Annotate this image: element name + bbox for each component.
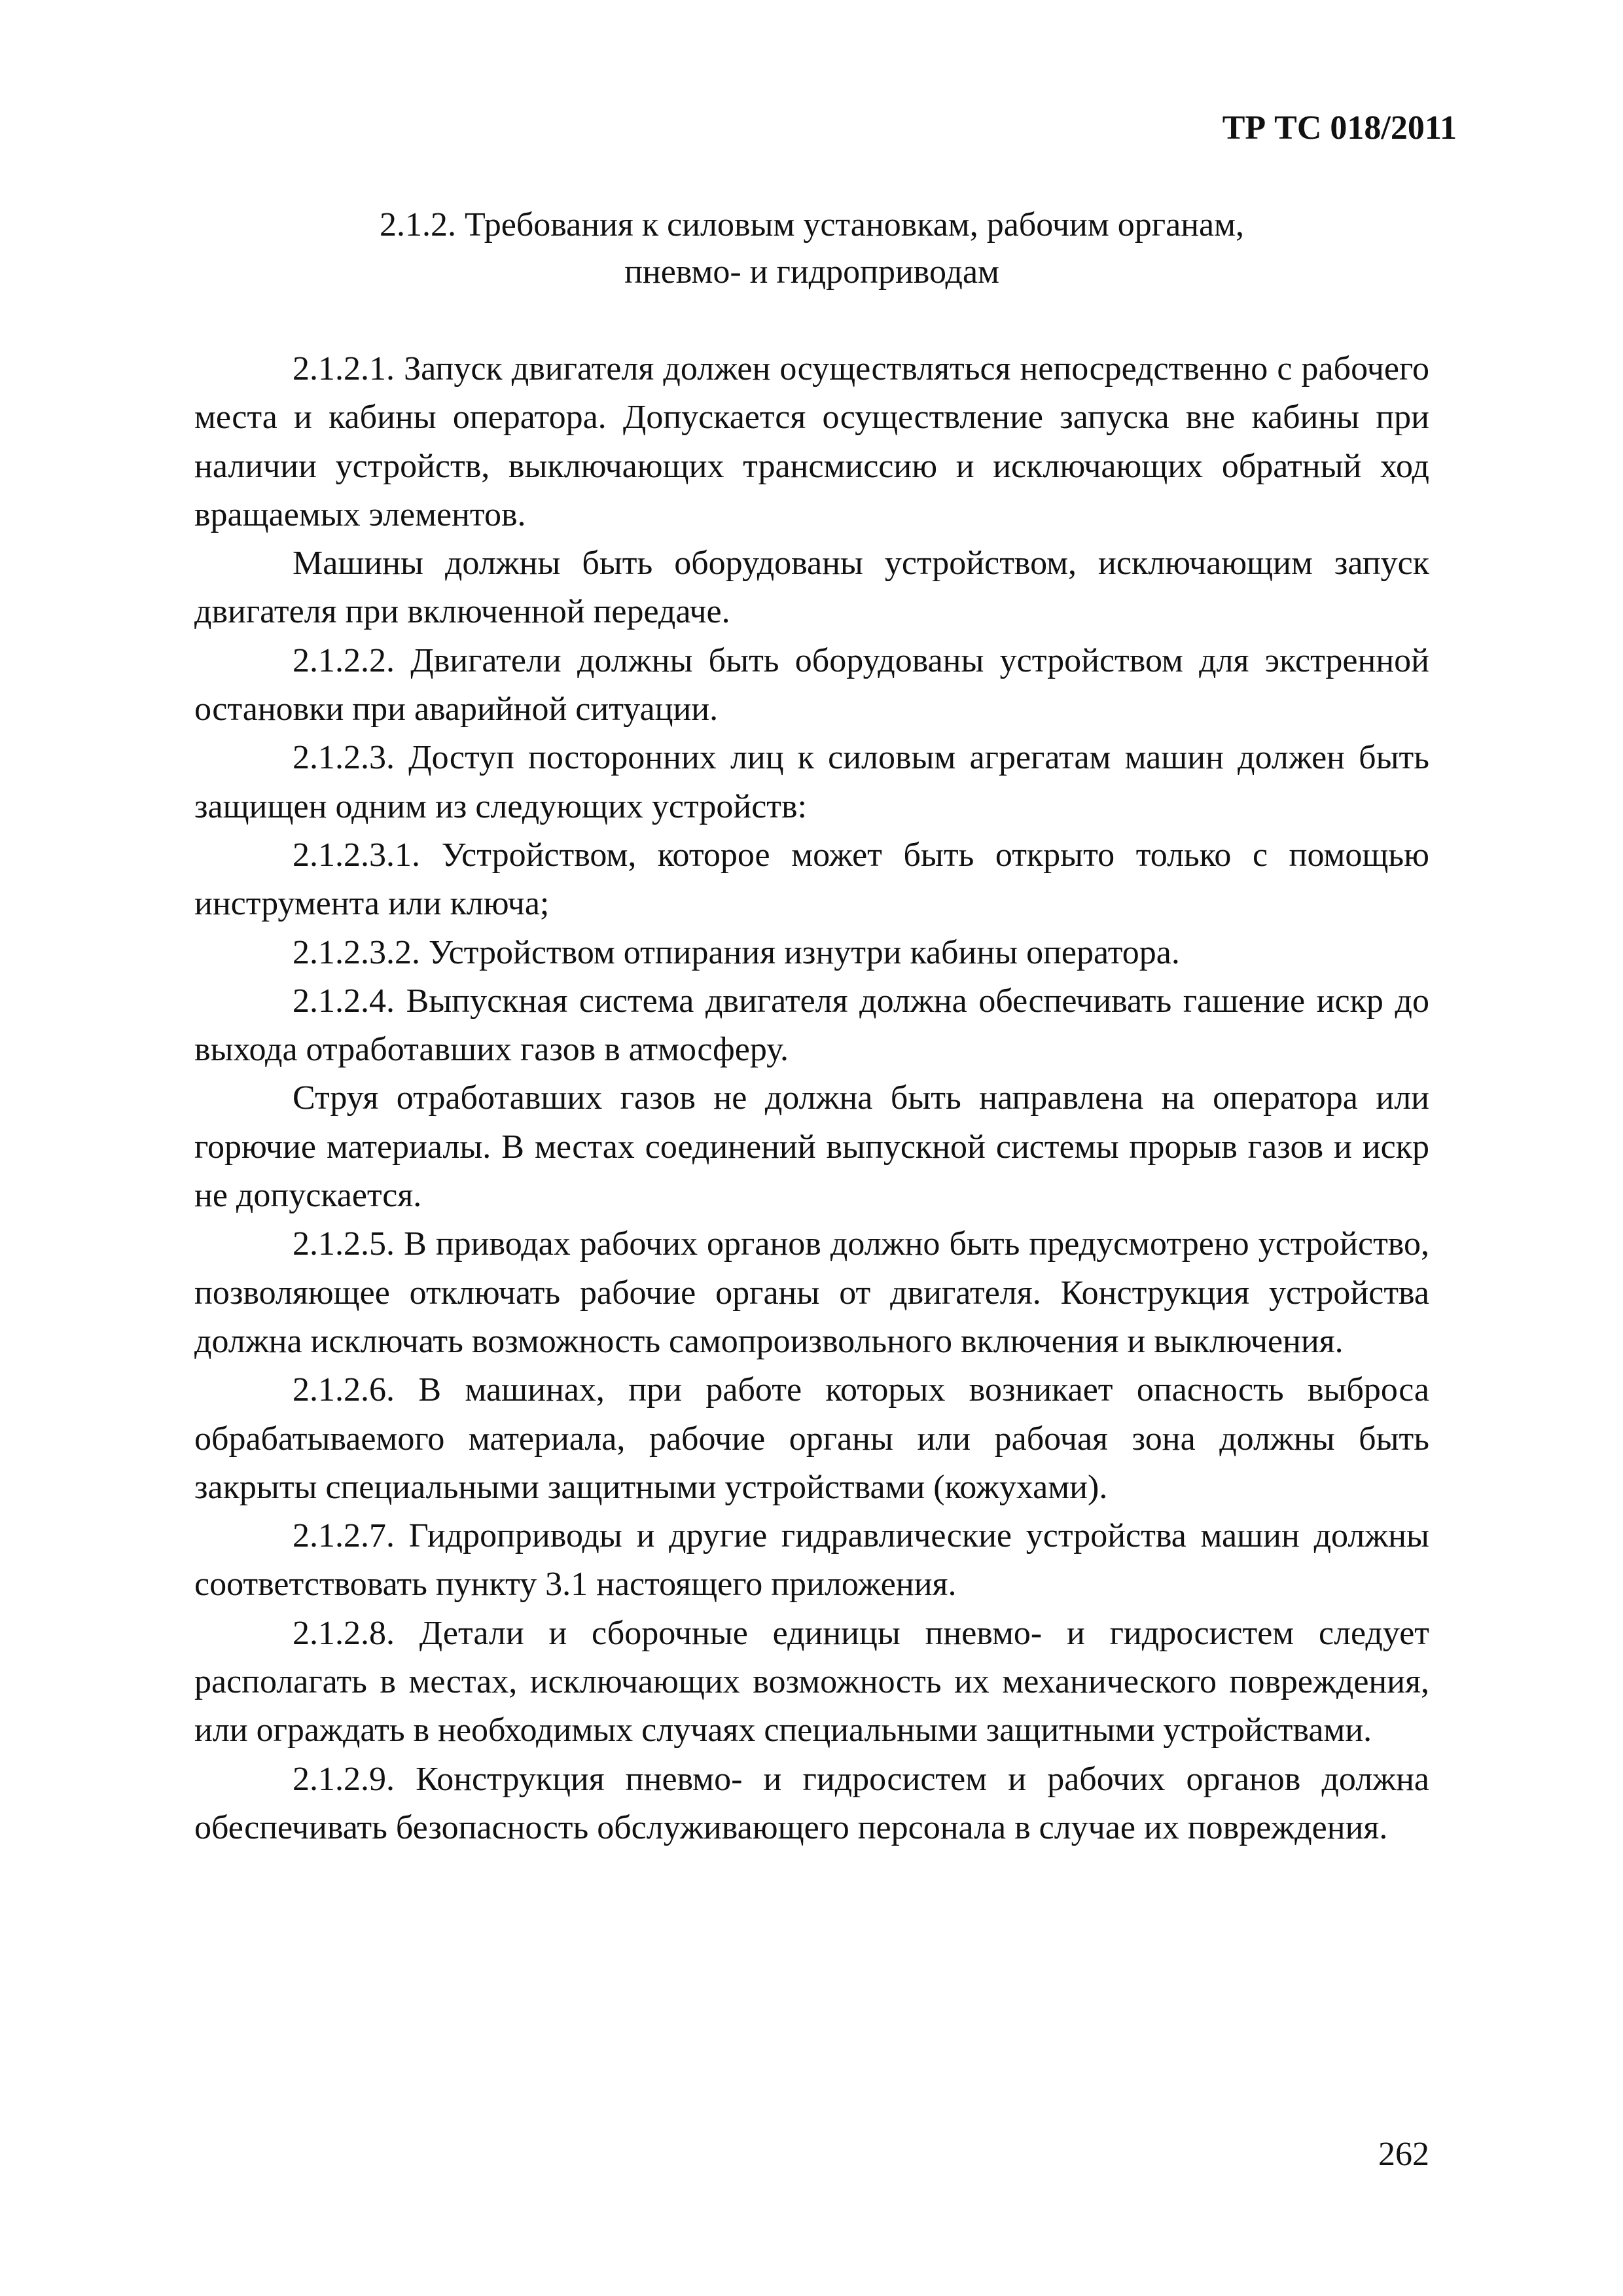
- document-code-header: ТР ТС 018/2011: [1222, 109, 1457, 147]
- paragraph-2-1-2-3-1: 2.1.2.3.1. Устройством, которое может быть открыто только с помощью инструмента или ключа;: [194, 836, 1429, 923]
- paragraph-exhaust-jet: Струя отработавших газов не должна быть направлена на оператора или горючие материалы. В местах соединений выпускной системы прорыв газов и искр не допускается.: [194, 1079, 1429, 1215]
- paragraph-2-1-2-4: 2.1.2.4. Выпускная система двигателя должна обеспечивать гашение искр до выхода отработавших газов в атмосферу.: [194, 982, 1429, 1069]
- paragraph-2-1-2-7: 2.1.2.7. Гидроприводы и другие гидравлические устройства машин должны соответствовать пункту 3.1 настоящего приложения.: [194, 1517, 1429, 1604]
- paragraph-2-1-2-9: 2.1.2.9. Конструкция пневмо- и гидросистем и рабочих органов должна обеспечивать безопасность обслуживающего персонала в случае их повреждения.: [194, 1760, 1429, 1846]
- section-title: [194, 202, 1429, 296]
- paragraph-machines-interlock: Машины должны быть оборудованы устройством, исключающим запуск двигателя при включенной передаче.: [194, 545, 1429, 631]
- paragraph-2-1-2-3: 2.1.2.3. Доступ посторонних лиц к силовым агрегатам машин должен быть защищен одним из следующих устройств:: [194, 739, 1429, 825]
- paragraph-2-1-2-6: 2.1.2.6. В машинах, при работе которых возникает опасность выброса обрабатываемого материала, рабочие органы или рабочая зона должны быть закрыты специальными защитными устройствами (кожухами).: [194, 1371, 1429, 1506]
- paragraph-2-1-2-8: 2.1.2.8. Детали и сборочные единицы пневмо- и гидросистем следует располагать в местах, исключающих возможность их механического повреждения, или ограждать в необходимых случаях специальными защитными устройствами.: [194, 1614, 1429, 1749]
- paragraph-2-1-2-2: 2.1.2.2. Двигатели должны быть оборудованы устройством для экстренной остановки при аварийной ситуации.: [194, 641, 1429, 728]
- paragraph-2-1-2-5: 2.1.2.5. В приводах рабочих органов должно быть предусмотрено устройство, позволяющее отключать рабочие органы от двигателя. Конструкция устройства должна исключать возможность самопроизвольного включения и выключения.: [194, 1225, 1429, 1360]
- section-title-line-2: пневмо- и гидроприводам: [624, 253, 999, 291]
- paragraph-2-1-2-1: 2.1.2.1. Запуск двигателя должен осуществляться непосредственно с рабочего места и кабины оператора. Допускается осуществление запуска вне кабины при наличии устройств, выключающих трансмиссию и исключающих обратный ход вращаемых элементов.: [194, 350, 1429, 533]
- section-title-line-1: 2.1.2. Требования к силовым установкам, рабочим органам,: [379, 206, 1245, 243]
- page-number: 262: [1378, 2136, 1429, 2173]
- paragraph-2-1-2-3-2: 2.1.2.3.2. Устройством отпирания изнутри кабины оператора.: [293, 933, 1180, 971]
- body-text: [194, 345, 1429, 1852]
